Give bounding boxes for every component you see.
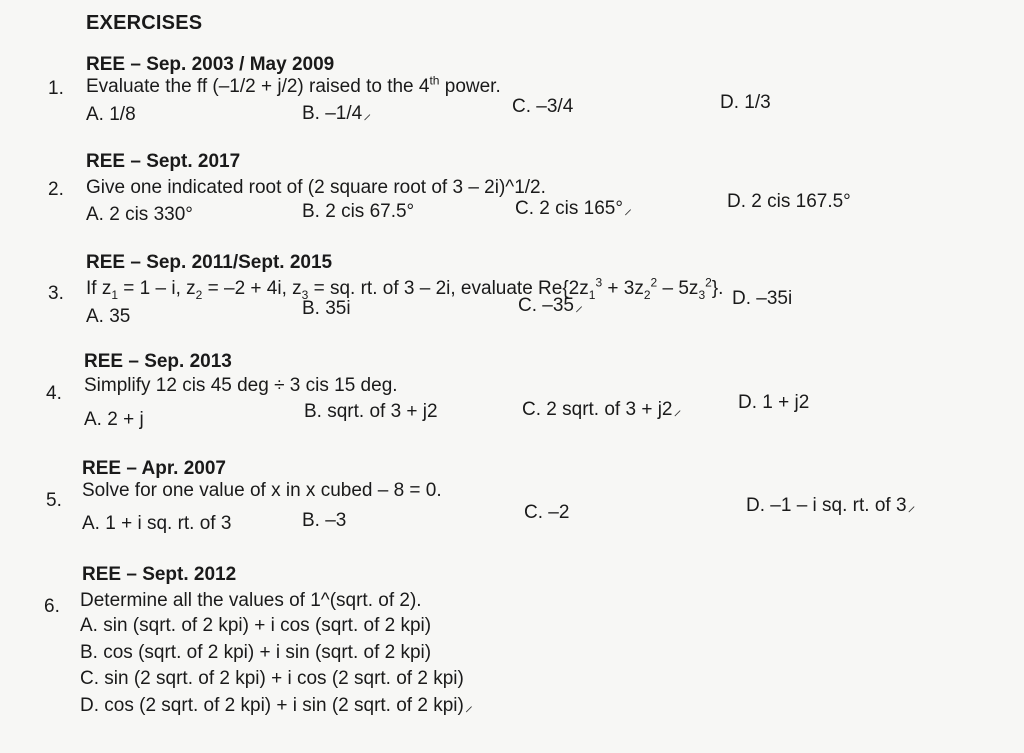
problem-number: 4. — [46, 383, 62, 404]
page-title: EXERCISES — [86, 12, 203, 34]
choice-c: C. –2 — [524, 502, 570, 523]
choice-c: C. –3/4 — [512, 96, 574, 117]
problem-source: REE – Sep. 2011/Sept. 2015 — [86, 252, 333, 273]
choice-d: D. 2 cis 167.5° — [727, 191, 851, 212]
choice-a: A. 35 — [86, 306, 131, 327]
choice-a: A. 1/8 — [86, 104, 136, 125]
problem-source: REE – Sep. 2003 / May 2009 — [86, 54, 335, 75]
problem-question: Determine all the values of 1^(sqrt. of 2). — [80, 590, 422, 611]
choice-b: B. 2 cis 67.5° — [302, 201, 415, 222]
choice-d: D. 1/3 — [720, 92, 771, 113]
choice-d: D. 1 + j2 — [738, 392, 810, 413]
choice-a: A. sin (sqrt. of 2 kpi) + i cos (sqrt. of 2 kpi) — [80, 615, 432, 636]
choice-b: B. sqrt. of 3 + j2 — [304, 401, 438, 422]
choice-b: B. –1/4⸝ — [302, 103, 372, 124]
choice-d: D. cos (2 sqrt. of 2 kpi) + i sin (2 sqrt. of 2 kpi)⸝ — [80, 695, 473, 716]
choice-c: C. 2 cis 165°⸝ — [515, 198, 632, 219]
choice-b: B. 35i — [302, 298, 351, 319]
problem-number: 5. — [46, 490, 62, 511]
choice-d: D. –1 – i sq. rt. of 3⸝ — [746, 495, 916, 516]
choice-a: A. 2 + j — [84, 409, 144, 430]
problem-source: REE – Sep. 2013 — [84, 351, 232, 372]
choice-a: A. 2 cis 330° — [86, 204, 193, 225]
problem-number: 6. — [44, 596, 60, 617]
problem-source: REE – Apr. 2007 — [82, 458, 226, 479]
choice-c: C. sin (2 sqrt. of 2 kpi) + i cos (2 sqrt. of 2 kpi) — [80, 668, 464, 689]
choice-b: B. cos (sqrt. of 2 kpi) + i sin (sqrt. of 2 kpi) — [80, 642, 432, 663]
choice-a: A. 1 + i sq. rt. of 3 — [82, 513, 232, 534]
problem-question: Give one indicated root of (2 square root of 3 – 2i)^1/2. — [86, 177, 546, 198]
choice-c: C. –35⸝ — [518, 295, 583, 316]
problem-question: If $z_1 = 1 - i$, $z_2 = -2 + 4i$, $z_3$ = sq. rt. of 3 – 2i, evaluate $Re\{2z_1^3 + 3z_2^2 - 5z_3^2\}$. — [86, 275, 724, 302]
problem-number: 3. — [48, 283, 64, 304]
problem-question: Simplify 12 cis 45 deg ÷ 3 cis 15 deg. — [84, 375, 398, 396]
problem-question: Evaluate the ff (–1/2 + j/2) raised to the 4th power. — [86, 73, 501, 97]
choice-c: C. 2 sqrt. of 3 + j2⸝ — [522, 399, 682, 420]
problem-source: REE – Sept. 2012 — [82, 564, 237, 585]
choice-d: D. –35i — [732, 288, 793, 309]
problem-source: REE – Sept. 2017 — [86, 151, 241, 172]
problem-question: Solve for one value of x in x cubed – 8 = 0. — [82, 480, 442, 501]
problem-number: 2. — [48, 179, 64, 200]
choice-b: B. –3 — [302, 510, 347, 531]
problem-number: 1. — [48, 78, 64, 99]
